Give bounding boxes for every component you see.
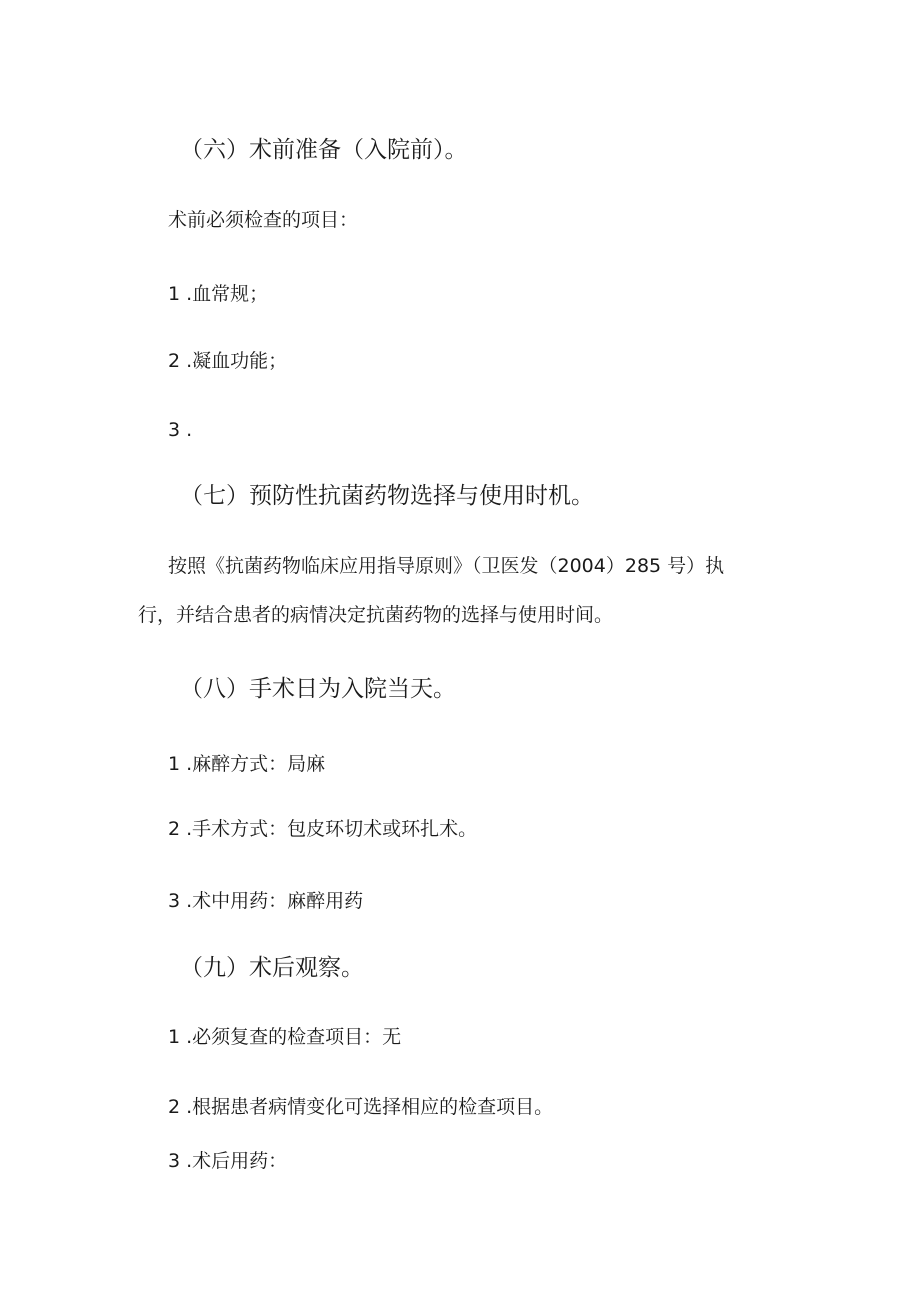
section-6-heading: （六）术前准备（入院前）。 — [180, 137, 468, 163]
section-6-item-2: 2 .凝血功能； — [168, 350, 288, 372]
section-8-item-2: 2 .手术方式：包皮环切术或环扎术。 — [168, 818, 478, 840]
section-6-item-3: 3 . — [168, 419, 193, 441]
section-8-item-1: 1 .麻醉方式：局麻 — [168, 753, 326, 775]
section-7-paragraph-line-1: 按照《抗菌药物临床应用指导原则》（卫医发（2004）285 号）执 — [168, 555, 725, 577]
section-6-intro: 术前必须检查的项目： — [168, 209, 359, 231]
section-8-heading: （八）手术日为入院当天。 — [180, 676, 456, 702]
section-9-item-2: 2 .根据患者病情变化可选择相应的检查项目。 — [168, 1096, 554, 1118]
section-9-heading: （九）术后观察。 — [180, 955, 364, 981]
section-7-heading: （七）预防性抗菌药物选择与使用时机。 — [180, 483, 594, 509]
section-9-item-1: 1 .必须复查的检查项目：无 — [168, 1026, 402, 1048]
section-8-item-3: 3 .术中用药：麻醉用药 — [168, 890, 364, 912]
section-6-item-1: 1 .血常规； — [168, 283, 269, 305]
section-7-paragraph-line-2: 行，并结合患者的病情决定抗菌药物的选择与使用时间。 — [138, 604, 614, 626]
section-9-item-3: 3 .术后用药： — [168, 1150, 288, 1172]
